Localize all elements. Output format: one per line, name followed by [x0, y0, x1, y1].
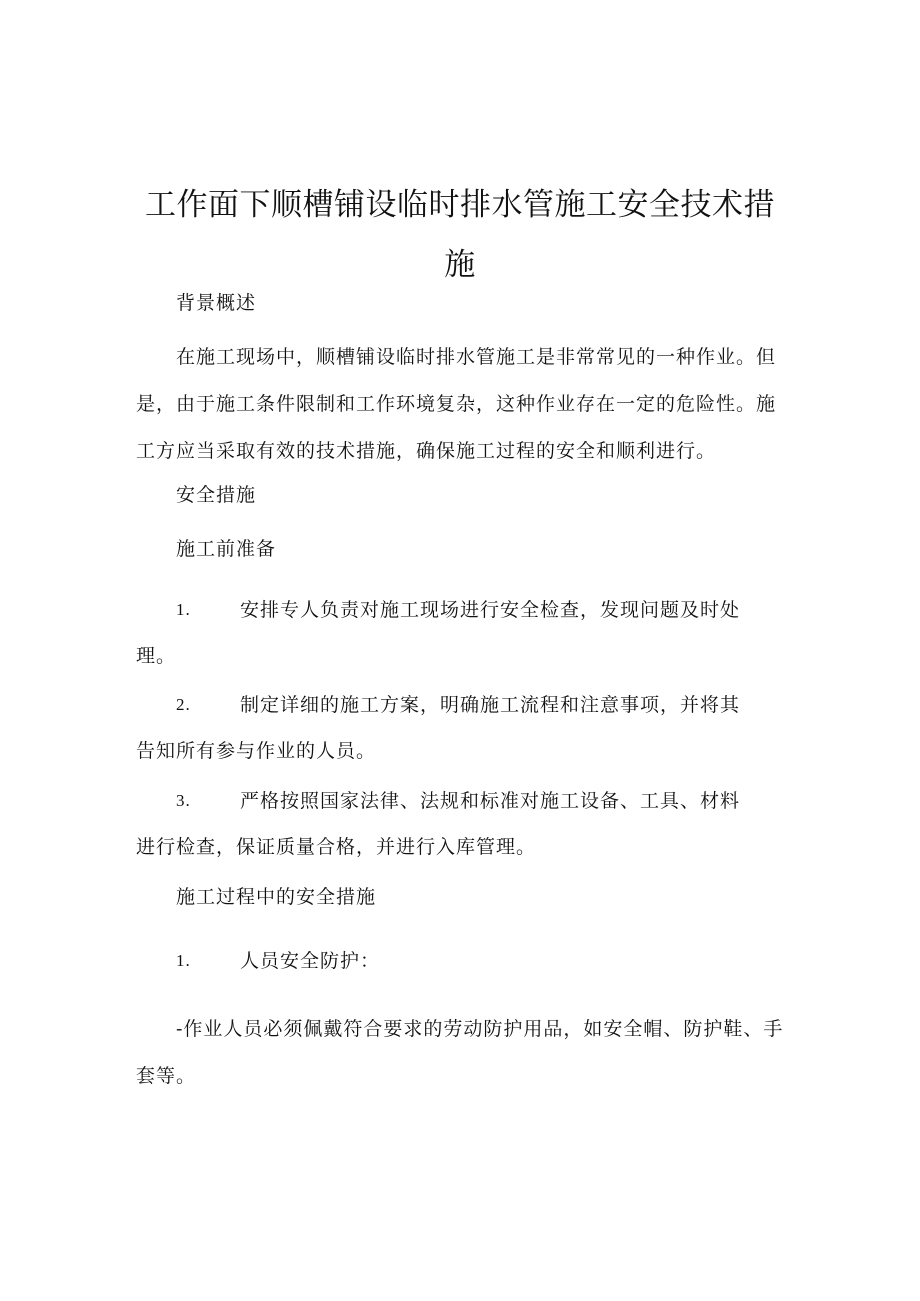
safety-heading: 安全措施: [176, 484, 257, 506]
process-item-1: [136, 938, 756, 984]
prep-item-2: [136, 682, 756, 774]
list-text-line2: 告知所有参与作业的人员。: [136, 740, 377, 762]
list-number: 1.: [176, 951, 191, 970]
list-text-line1: 严格按照国家法律、法规和标准对施工设备、工具、材料: [240, 790, 741, 812]
background-heading: 背景概述: [176, 292, 257, 314]
list-text-line2: 理。: [136, 645, 177, 667]
list-number: 3.: [176, 791, 191, 810]
process-heading: 施工过程中的安全措施: [176, 886, 377, 908]
title-line-2: 施: [444, 247, 476, 283]
background-paragraph: 在施工现场中，顺槽铺设临时排水管施工是非常常见的一种作业。但是，由于施工条件限制和工作环境复杂，这种作业存在一定的危险性。施工方应当采取有效的技术措施，确保施工过程的安全和顺利进行。: [136, 346, 777, 462]
list-text-line1: 安排专人负责对施工现场进行安全检查，发现问题及时处: [240, 599, 741, 621]
prep-heading: 施工前准备: [176, 538, 277, 560]
list-text-line1: 人员安全防护：: [240, 950, 381, 972]
prep-item-1: [136, 587, 756, 679]
process-detail: -作业人员必须佩戴符合要求的劳动防护用品，如安全帽、防护鞋、手套等。: [136, 1018, 784, 1087]
list-number: 1.: [176, 600, 191, 619]
prep-item-3: [136, 778, 756, 870]
list-text-line2: 进行检查，保证质量合格，并进行入库管理。: [136, 836, 537, 858]
document-title: [130, 175, 790, 295]
list-text-line1: 制定详细的施工方案，明确施工流程和注意事项，并将其: [240, 694, 741, 716]
title-line-1: 工作面下顺槽铺设临时排水管施工安全技术措: [145, 187, 775, 223]
list-number: 2.: [176, 695, 191, 714]
